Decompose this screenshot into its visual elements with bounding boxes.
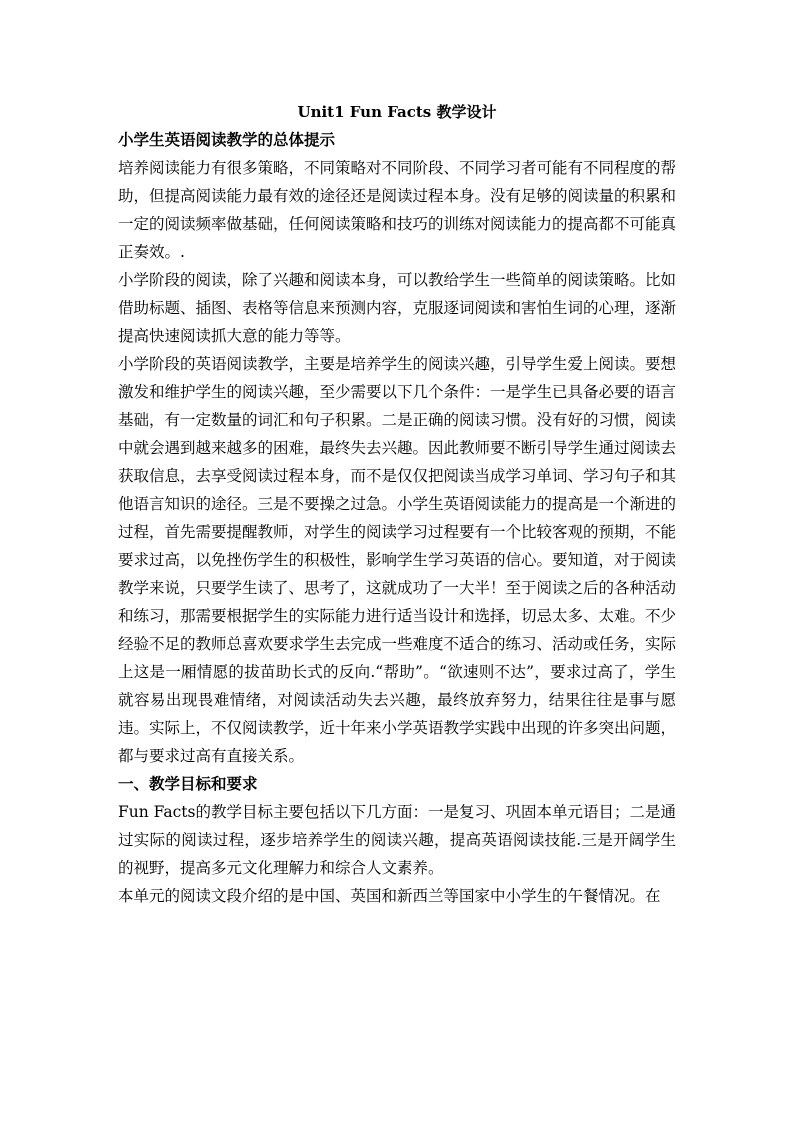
section-heading-goals: 一、教学目标和要求	[118, 774, 258, 793]
paragraph-goals-2: 本单元的阅读文段介绍的是中国、英国和新西兰等国家中小学生的午餐情况。在	[118, 887, 661, 905]
paragraph-intro-1: 培养阅读能力有很多策略，不同策略对不同阶段、不同学习者可能有不同程度的帮助，但提高阅读能力最有效的途径还是阅读过程本身。没有足够的阅读量的积累和一定的阅读频率做基础，任何阅读策略和技巧的训练对阅读能力的提高都不可能真正奏效。.	[118, 159, 677, 261]
document-title: Unit1 Fun Facts 教学设计	[297, 103, 497, 121]
document-body	[118, 98, 676, 910]
paragraph-intro-3: 小学阶段的英语阅读教学，主要是培养学生的阅读兴趣，引导学生爱上阅读。要想激发和维护学生的阅读兴趣，至少需要以下几个条件：一是学生已具备必要的语言基础，有一定数量的词汇和句子积累。二是正确的阅读习惯。没有好的习惯，阅读中就会遇到越来越多的困难，最终失去兴趣。因此教师要不断引导学生通过阅读去获取信息，去享受阅读过程本身，而不是仅仅把阅读当成学习单词、学习句子和其他语言知识的途径。三是不要操之过急。小学生英语阅读能力的提高是一个渐进的过程，首先需要提醒教师，对学生的阅读学习过程要有一个比较客观的预期，不能要求过高，以免挫伤学生的积极性，影响学生学习英语的信心。要知道，对于阅读教学来说，只要学生读了、思考了，这就成功了一大半！至于阅读之后的各种活动和练习，那需要根据学生的实际能力进行适当设计和选择，切忌太多、太难。不少经验不足的教师总喜欢要求学生去完成一些难度不适合的练习、活动或任务，实际上这是一厢情愿的拔苗助长式的反向.“帮助”。“欲速则不达”，要求过高了，学生就容易出现畏难情绪，对阅读活动失去兴趣，最终放弃努力，结果往往是事与愿违。实际上，不仅阅读教学，近十年来小学英语教学实践中出现的许多突出问题，都与要求过高有直接关系。	[118, 355, 677, 765]
paragraph-goals-1: Fun Facts的教学目标主要包括以下几方面：一是复习、巩固本单元语目；二是通过实际的阅读过程，逐步培养学生的阅读兴趣，提高英语阅读技能.三是开阔学生的视野，提高多元文化理解力和综合人文素养。	[118, 803, 676, 877]
section-heading-intro: 小学生英语阅读教学的总体提示	[118, 130, 336, 149]
paragraph-intro-2: 小学阶段的阅读，除了兴趣和阅读本身，可以教给学生一些简单的阅读策略。比如借助标题、插图、表格等信息来预测内容，克服逐词阅读和害怕生词的心理，逐渐提高快速阅读抓大意的能力等等。	[118, 271, 677, 345]
